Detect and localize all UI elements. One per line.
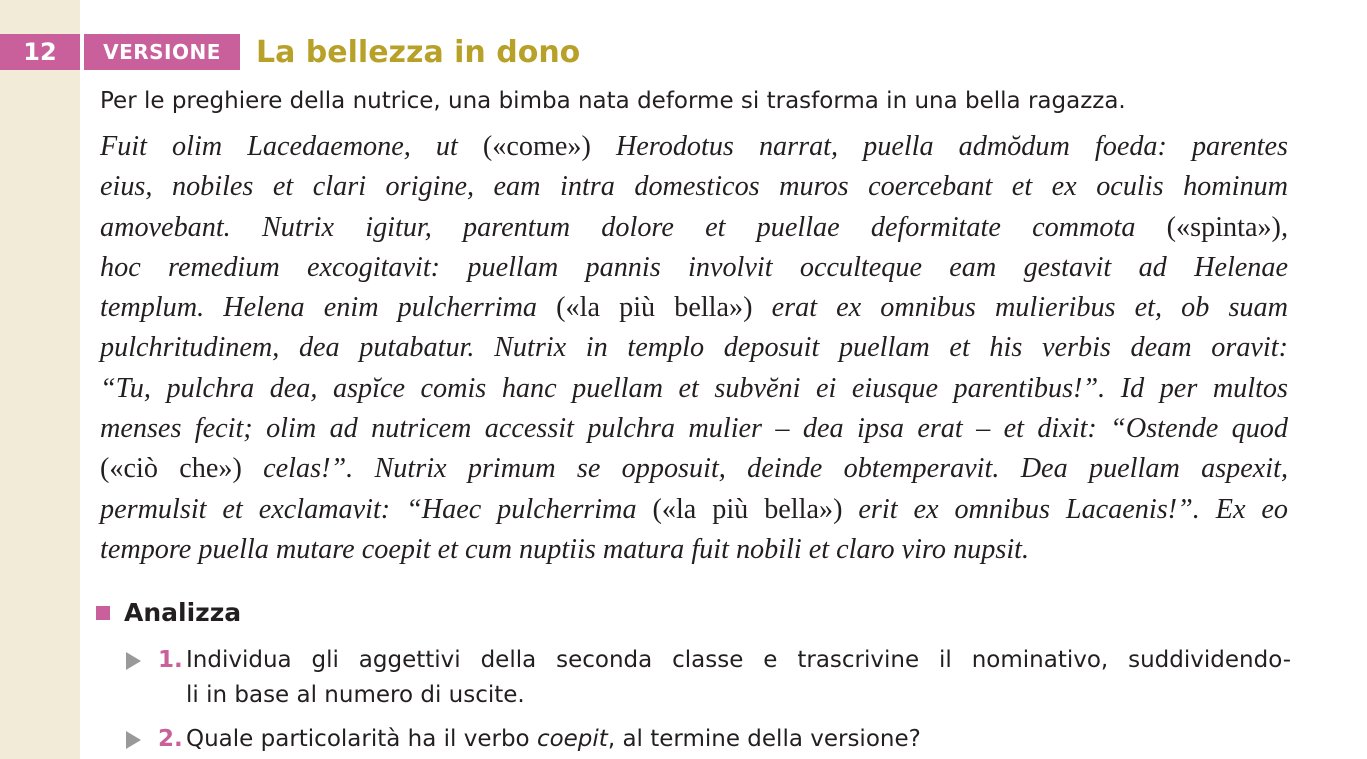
- triangle-arrow-icon: [126, 652, 141, 670]
- question-number: 1.: [158, 647, 183, 673]
- page-margin-strip: [0, 0, 80, 759]
- question-item: [126, 643, 1291, 713]
- latin-line: pulchritudinem, dea putabatur. Nutrix in templo deposuit puellam et his verbis deam oravit:: [100, 332, 1288, 364]
- triangle-arrow-icon: [126, 731, 141, 749]
- square-bullet-icon: [96, 606, 110, 620]
- latin-line: tempore puella mutare coepit et cum nuptiis matura fuit nobili et claro viro nupsit.: [100, 533, 1030, 565]
- latin-line: permulsit et exclamavit: “Haec pulcherrima («la più bella») erit ex omnibus Lacaenis!”. Ex eo: [100, 493, 1289, 525]
- question-number: 2.: [158, 726, 183, 752]
- latin-line: hoc remedium excogitavit: puellam pannis involvit occulteque eam gestavit ad Helenae: [100, 251, 1288, 283]
- latin-line: eius, nobiles et clari origine, eam intra domesticos muros coercebant et ex oculis hominum: [100, 171, 1288, 203]
- question-text: li in base al numero di uscite.: [186, 682, 525, 708]
- question-text: Quale particolarità ha il verbo coepit, al termine della versione?: [186, 726, 921, 752]
- latin-line: Fuit olim Lacedaemone, ut («come») Herodotus narrat, puella admŏdum foeda: parentes: [100, 131, 1288, 162]
- question-text: Individua gli aggettivi della seconda classe e trascrivine il nominativo, suddividendo-: [186, 647, 1291, 673]
- exercise-number: 12: [0, 34, 80, 70]
- latin-line: “Tu, pulchra dea, aspĭce comis hanc puellam et subvĕni ei eiusque parentibus!”. Id per multos: [100, 372, 1288, 404]
- latin-line: amovebant. Nutrix igitur, parentum dolore et puellae deformitate commota («spinta»),: [100, 211, 1288, 243]
- exercise-type-label: VERSIONE: [84, 34, 240, 70]
- exercise-header: [0, 34, 580, 70]
- exercise-subtitle: Per le preghiere della nutrice, una bimba nata deforme si trasforma in una bella ragazza.: [100, 88, 1126, 114]
- exercise-title: La bellezza in dono: [256, 34, 581, 70]
- analizza-label: Analizza: [124, 598, 242, 627]
- latin-text: [100, 127, 1288, 570]
- latin-line: menses fecit; olim ad nutricem accessit pulchra mulier – dea ipsa erat – et dixit: “Ostende quod: [100, 413, 1288, 445]
- analizza-heading: [96, 598, 241, 627]
- latin-line: templum. Helena enim pulcherrima («la più bella») erat ex omnibus mulieribus et, ob suam: [100, 292, 1288, 324]
- question-item: [126, 722, 1291, 758]
- latin-line: («ciò che») celas!”. Nutrix primum se opposuit, deinde obtemperavit. Dea puellam aspexit,: [100, 453, 1289, 485]
